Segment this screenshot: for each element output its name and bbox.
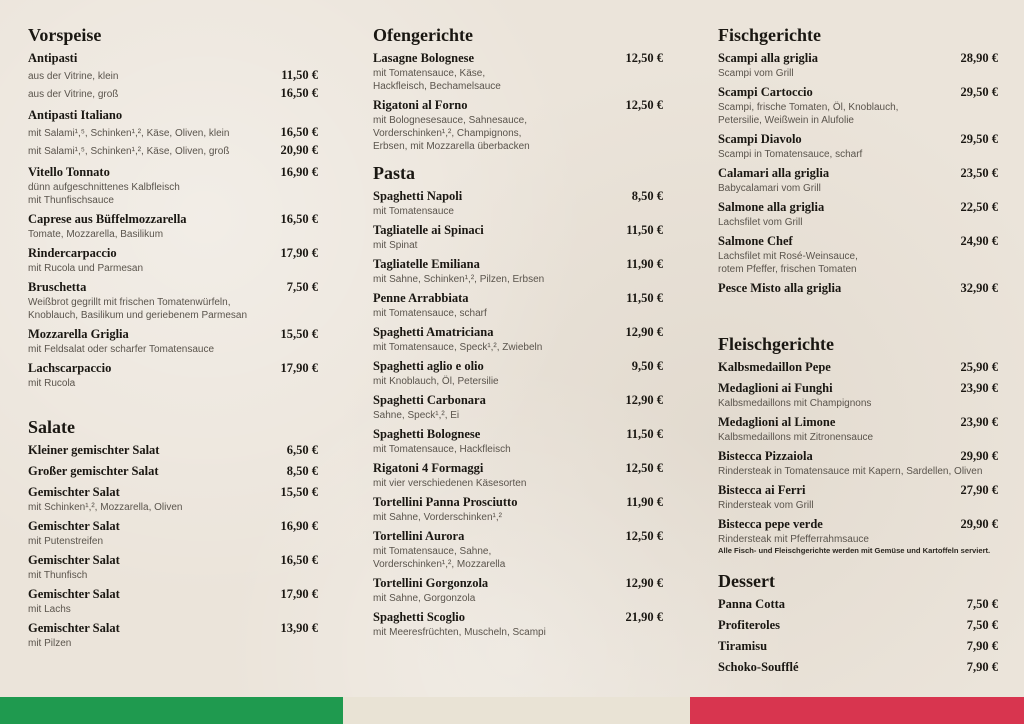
menu-item: [373, 494, 663, 524]
item-name: Spaghetti Napoli: [373, 189, 463, 203]
menu-item: [373, 188, 663, 218]
item-name: Bruschetta: [28, 280, 87, 294]
item-name: Schoko-Soufflé: [718, 660, 799, 674]
item-price: 7,50 €: [966, 618, 998, 632]
item-price: 11,50 €: [626, 291, 663, 305]
item-name: Rindercarpaccio: [28, 246, 117, 260]
item-variant: [28, 142, 318, 160]
item-description: mit Schinken¹,², Mozzarella, Oliven: [28, 502, 183, 513]
item-description: Lachsfilet mit Rosé-Weinsauce,: [718, 251, 858, 262]
section-fischgerichte: [718, 24, 998, 301]
item-name: Vitello Tonnato: [28, 165, 110, 179]
item-name: Panna Cotta: [718, 597, 786, 611]
item-price: 23,90 €: [960, 415, 998, 429]
variant-description: aus der Vitrine, groß: [28, 89, 119, 100]
menu-item: [718, 380, 998, 410]
item-header: [28, 552, 318, 569]
item-header: [718, 165, 998, 182]
menu-item: [718, 659, 998, 676]
item-description: Sahne, Speck¹,², Ei: [373, 410, 460, 421]
item-description: mit Sahne, Schinken¹,², Pilzen, Erbsen: [373, 274, 545, 285]
item-name: Medaglioni al Limone: [718, 415, 836, 429]
item-name: Gemischter Salat: [28, 621, 120, 635]
item-price: 15,50 €: [280, 327, 318, 341]
item-header: [373, 50, 663, 67]
menu-item: [373, 575, 663, 605]
item-price: 8,50 €: [286, 464, 318, 478]
item-description: mit Putenstreifen: [28, 536, 104, 547]
item-name: Kleiner gemischter Salat: [28, 443, 160, 457]
item-price: 17,90 €: [280, 246, 318, 260]
item-price: 13,90 €: [280, 621, 318, 635]
item-description: mit Thunfisch: [28, 570, 88, 581]
menu-item: [718, 448, 998, 478]
item-price: 8,50 €: [631, 189, 663, 203]
menu-item: [28, 279, 318, 322]
item-name: Medaglioni ai Funghi: [718, 381, 833, 395]
section-title: Vorspeise: [28, 25, 102, 45]
variant-description: mit Salami¹,⁵, Schinken¹,², Käse, Oliven, groß: [28, 146, 230, 157]
item-name: Tortellini Gorgonzola: [373, 576, 489, 590]
item-price: 16,50 €: [280, 553, 318, 567]
item-description: mit Sahne, Gorgonzola: [373, 593, 476, 604]
item-header: [373, 392, 663, 409]
item-name: Bistecca Pizzaiola: [718, 449, 813, 463]
variant-description: aus der Vitrine, klein: [28, 71, 119, 82]
menu-item: [373, 256, 663, 286]
menu-item: [28, 326, 318, 356]
item-price: 23,50 €: [960, 166, 998, 180]
item-description: mit Thunfischsauce: [28, 195, 114, 206]
item-price: 12,50 €: [625, 461, 663, 475]
item-header: [28, 279, 318, 296]
menu-item: [28, 360, 318, 390]
item-header: [28, 442, 318, 459]
item-description: Kalbsmedaillons mit Zitronensauce: [718, 432, 874, 443]
menu-item: [28, 164, 318, 207]
item-name: Antipasti: [28, 51, 78, 65]
menu-item: [373, 609, 663, 639]
menu-item: [718, 280, 998, 297]
flag-stripe-green: [0, 697, 343, 724]
variant-description: mit Salami¹,⁵, Schinken¹,², Käse, Oliven, klein: [28, 128, 230, 139]
item-header: [718, 50, 998, 67]
section-title: Ofengerichte: [373, 25, 473, 45]
item-description: mit Knoblauch, Öl, Petersilie: [373, 376, 499, 387]
item-description: Tomate, Mozzarella, Basilikum: [28, 229, 164, 240]
flag-stripe-white: [343, 697, 690, 724]
item-description: mit Pilzen: [28, 638, 72, 649]
item-description: mit Tomatensauce, Hackfleisch: [373, 444, 511, 455]
item-price: 11,90 €: [626, 495, 663, 509]
item-header: [373, 609, 663, 626]
item-header: [373, 256, 663, 273]
item-name: Calamari alla griglia: [718, 166, 830, 180]
item-price: 15,50 €: [280, 485, 318, 499]
item-variant: [28, 124, 318, 142]
item-name: Pesce Misto alla griglia: [718, 281, 842, 295]
menu-item: [373, 528, 663, 571]
item-name: Scampi Cartoccio: [718, 85, 813, 99]
item-name: Spaghetti Carbonara: [373, 393, 486, 407]
section-ofengerichte: [373, 24, 663, 157]
section-pasta: [373, 162, 663, 643]
item-name: Spaghetti Scoglio: [373, 610, 466, 624]
item-price: 16,90 €: [280, 519, 318, 533]
item-price: 29,90 €: [960, 449, 998, 463]
menu-item: [718, 617, 998, 634]
item-price: 11,90 €: [626, 257, 663, 271]
item-price: 7,90 €: [966, 639, 998, 653]
side-dish-note: Alle Fisch- und Fleischgerichte werden mit Gemüse und Kartoffeln serviert.: [718, 546, 991, 555]
item-price: 7,90 €: [966, 660, 998, 674]
item-name: Bistecca ai Ferri: [718, 483, 806, 497]
item-name: Bistecca pepe verde: [718, 517, 823, 531]
item-description: mit Meeresfrüchten, Muscheln, Scampi: [373, 627, 546, 638]
section-salate: [28, 416, 318, 654]
item-header: [28, 50, 318, 67]
item-price: 17,90 €: [280, 361, 318, 375]
item-name: Tortellini Aurora: [373, 529, 465, 543]
menu-item: [718, 359, 998, 376]
item-header: [28, 586, 318, 603]
item-price: 7,50 €: [966, 597, 998, 611]
menu-item: [718, 84, 998, 127]
item-price: 17,90 €: [280, 587, 318, 601]
item-variant: [28, 67, 318, 85]
section-title: Pasta: [373, 163, 415, 183]
item-price: 12,90 €: [625, 393, 663, 407]
item-description: Weißbrot gegrillt mit frischen Tomatenwürfeln,: [28, 297, 231, 308]
item-description: Erbsen, mit Mozzarella überbacken: [373, 141, 530, 152]
item-price: 28,90 €: [960, 51, 998, 65]
item-price: 6,50 €: [286, 443, 318, 457]
section-title: Fischgerichte: [718, 25, 821, 45]
item-header: [28, 620, 318, 637]
item-name: Kalbsmedaillon Pepe: [718, 360, 831, 374]
item-price: 12,50 €: [625, 529, 663, 543]
item-price: 12,50 €: [625, 98, 663, 112]
section-title: Fleischgerichte: [718, 334, 834, 354]
item-description: Knoblauch, Basilikum und geriebenem Parmesan: [28, 310, 248, 321]
item-header: [28, 107, 318, 124]
item-name: Profiteroles: [718, 618, 781, 632]
item-description: Rindersteak vom Grill: [718, 500, 814, 511]
item-header: [718, 359, 998, 376]
menu-item: [28, 484, 318, 514]
item-price: 16,90 €: [280, 165, 318, 179]
item-name: Salmone alla griglia: [718, 200, 825, 214]
menu-item: [718, 482, 998, 512]
item-header: [28, 484, 318, 501]
item-header: [718, 131, 998, 148]
item-description: mit Spinat: [373, 240, 418, 251]
item-description: Babycalamari vom Grill: [718, 183, 821, 194]
item-price: 27,90 €: [960, 483, 998, 497]
menu-item: [28, 245, 318, 275]
item-description: Scampi, frische Tomaten, Öl, Knoblauch,: [718, 102, 899, 113]
item-name: Mozzarella Griglia: [28, 327, 129, 341]
section-dessert: [718, 570, 998, 680]
item-name: Tiramisu: [718, 639, 768, 653]
item-header: [373, 426, 663, 443]
item-name: Tagliatelle ai Spinaci: [373, 223, 484, 237]
item-description: mit Rucola und Parmesan: [28, 263, 144, 274]
item-header: [718, 233, 998, 250]
item-description: rotem Pfeffer, frischen Tomaten: [718, 264, 857, 275]
item-description: dünn aufgeschnittenes Kalbfleisch: [28, 182, 180, 193]
menu-item: [718, 131, 998, 161]
item-price: 29,50 €: [960, 85, 998, 99]
menu-item: [28, 211, 318, 241]
menu-item: [718, 596, 998, 613]
item-name: Salmone Chef: [718, 234, 793, 248]
variant-price: 11,50 €: [281, 68, 318, 82]
item-header: [718, 596, 998, 613]
item-name: Gemischter Salat: [28, 553, 120, 567]
item-header: [28, 326, 318, 343]
menu-item: [373, 392, 663, 422]
item-name: Scampi alla griglia: [718, 51, 818, 65]
item-price: 24,90 €: [960, 234, 998, 248]
item-header: [28, 211, 318, 228]
item-header: [28, 518, 318, 535]
item-header: [718, 84, 998, 101]
item-name: Lachscarpaccio: [28, 361, 112, 375]
item-price: 7,50 €: [286, 280, 318, 294]
item-header: [718, 482, 998, 499]
item-name: Tagliatelle Emiliana: [373, 257, 480, 271]
item-header: [718, 617, 998, 634]
item-description: Rindersteak mit Pfefferrahmsauce: [718, 534, 869, 545]
item-price: 12,90 €: [625, 325, 663, 339]
item-name: Spaghetti aglio e olio: [373, 359, 484, 373]
item-description: Hackfleisch, Bechamelsauce: [373, 81, 501, 92]
item-price: 11,50 €: [626, 223, 663, 237]
item-description: Vorderschinken¹,², Mozzarella: [373, 559, 506, 570]
variant-price: 16,50 €: [280, 125, 318, 139]
item-variant: [28, 85, 318, 103]
section-title: Salate: [28, 417, 75, 437]
menu-item: [718, 199, 998, 229]
item-header: [373, 460, 663, 477]
section-vorspeise: [28, 24, 318, 394]
item-name: Rigatoni 4 Formaggi: [373, 461, 484, 475]
menu-item: [718, 414, 998, 444]
item-description: mit Tomatensauce, Käse,: [373, 68, 486, 79]
item-description: Kalbsmedaillons mit Champignons: [718, 398, 872, 409]
item-price: 21,90 €: [625, 610, 663, 624]
item-price: 29,90 €: [960, 517, 998, 531]
menu-item: [28, 586, 318, 616]
menu-item: [718, 165, 998, 195]
item-description: mit Bolognesesauce, Sahnesauce,: [373, 115, 527, 126]
item-header: [718, 659, 998, 676]
item-description: mit Rucola: [28, 378, 76, 389]
item-description: Vorderschinken¹,², Champignons,: [373, 128, 522, 139]
item-header: [373, 358, 663, 375]
item-description: Lachsfilet vom Grill: [718, 217, 803, 228]
item-price: 12,90 €: [625, 576, 663, 590]
item-header: [373, 97, 663, 114]
item-header: [718, 516, 998, 533]
item-name: Penne Arrabbiata: [373, 291, 469, 305]
item-header: [718, 638, 998, 655]
item-price: 22,50 €: [960, 200, 998, 214]
item-header: [718, 380, 998, 397]
item-name: Rigatoni al Forno: [373, 98, 468, 112]
item-header: [373, 324, 663, 341]
item-description: mit Tomatensauce: [373, 206, 454, 217]
menu-item: [28, 620, 318, 650]
item-price: 29,50 €: [960, 132, 998, 146]
menu-item: [28, 50, 318, 103]
item-description: mit vier verschiedenen Käsesorten: [373, 478, 527, 489]
menu-item: [28, 107, 318, 160]
item-description: mit Sahne, Vorderschinken¹,²: [373, 512, 502, 523]
item-name: Gemischter Salat: [28, 587, 120, 601]
item-description: Rindersteak in Tomatensauce mit Kapern, Sardellen, Oliven: [718, 466, 983, 477]
item-header: [373, 188, 663, 205]
menu-item: [718, 50, 998, 80]
menu-item: [28, 518, 318, 548]
variant-price: 20,90 €: [280, 143, 318, 157]
item-price: 12,50 €: [625, 51, 663, 65]
item-price: 32,90 €: [960, 281, 998, 295]
item-price: 11,50 €: [626, 427, 663, 441]
item-name: Spaghetti Amatriciana: [373, 325, 494, 339]
menu-item: [373, 324, 663, 354]
item-header: [373, 494, 663, 511]
item-description: mit Tomatensauce, Speck¹,², Zwiebeln: [373, 342, 543, 353]
item-name: Caprese aus Büffelmozzarella: [28, 212, 187, 226]
menu-item: [373, 358, 663, 388]
item-header: [718, 280, 998, 297]
item-name: Gemischter Salat: [28, 485, 120, 499]
item-header: [373, 222, 663, 239]
menu-item: [718, 233, 998, 276]
item-header: [373, 528, 663, 545]
item-description: mit Lachs: [28, 604, 71, 615]
item-header: [28, 463, 318, 480]
item-price: 9,50 €: [631, 359, 663, 373]
menu-item: [28, 552, 318, 582]
menu-item: [373, 97, 663, 153]
item-description: Scampi in Tomatensauce, scharf: [718, 149, 863, 160]
section-fleischgerichte: [718, 333, 998, 550]
menu-item: [718, 638, 998, 655]
flag-stripe-red: [690, 697, 1024, 724]
item-price: 23,90 €: [960, 381, 998, 395]
item-header: [718, 199, 998, 216]
item-name: Scampi Diavolo: [718, 132, 802, 146]
menu-item: [28, 463, 318, 480]
menu-item: [373, 290, 663, 320]
item-header: [28, 164, 318, 181]
menu-item: [718, 516, 998, 546]
item-header: [718, 448, 998, 465]
section-title: Dessert: [718, 571, 775, 591]
item-header: [373, 575, 663, 592]
item-name: Antipasti Italiano: [28, 108, 123, 122]
item-description: mit Tomatensauce, scharf: [373, 308, 487, 319]
item-price: 16,50 €: [280, 212, 318, 226]
item-name: Lasagne Bolognese: [373, 51, 475, 65]
item-name: Spaghetti Bolognese: [373, 427, 481, 441]
item-name: Tortellini Panna Prosciutto: [373, 495, 518, 509]
item-name: Gemischter Salat: [28, 519, 120, 533]
item-name: Großer gemischter Salat: [28, 464, 159, 478]
item-description: Scampi vom Grill: [718, 68, 794, 79]
item-header: [28, 360, 318, 377]
variant-price: 16,50 €: [280, 86, 318, 100]
menu-item: [373, 460, 663, 490]
menu-item: [28, 442, 318, 459]
item-header: [28, 245, 318, 262]
item-description: Petersilie, Weißwein in Alufolie: [718, 115, 854, 126]
menu-item: [373, 426, 663, 456]
item-price: 25,90 €: [960, 360, 998, 374]
item-description: mit Feldsalat oder scharfer Tomatensauce: [28, 344, 215, 355]
menu-item: [373, 50, 663, 93]
item-header: [373, 290, 663, 307]
item-description: mit Tomatensauce, Sahne,: [373, 546, 492, 557]
item-header: [718, 414, 998, 431]
menu-item: [373, 222, 663, 252]
